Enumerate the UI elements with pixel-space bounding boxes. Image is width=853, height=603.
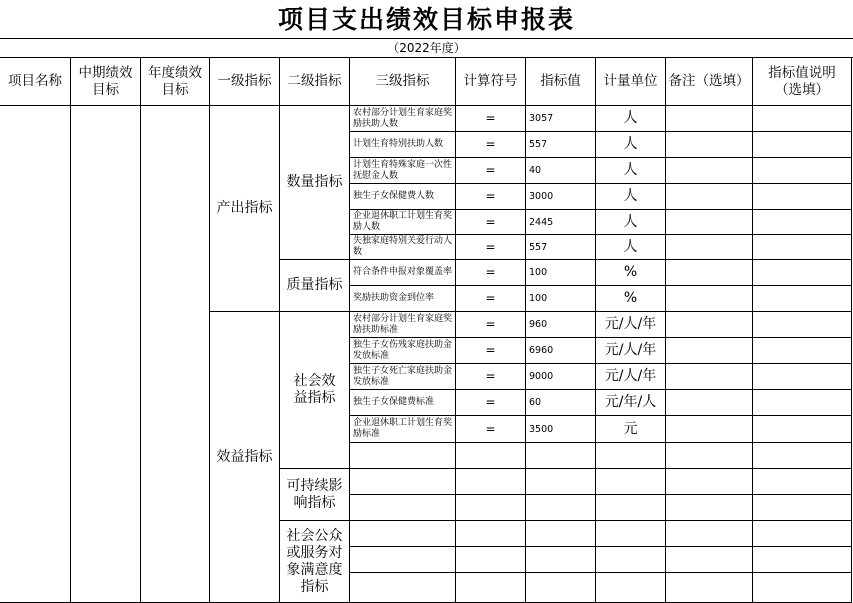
header-project-name: 项目名称 xyxy=(0,58,71,106)
empty-cell xyxy=(350,547,456,573)
row-description xyxy=(753,235,852,260)
empty-cell xyxy=(666,495,753,521)
empty-cell xyxy=(456,547,526,573)
row-symbol: = xyxy=(456,210,526,235)
row-indicator-name: 独生子女死亡家庭扶助金发放标准 xyxy=(350,364,456,390)
level2-quantity: 数量指标 xyxy=(280,106,350,260)
project-name-cell xyxy=(0,106,71,603)
empty-cell xyxy=(526,547,596,573)
row-value: 960 xyxy=(526,312,596,338)
row-value: 557 xyxy=(526,235,596,260)
header-level2: 二级指标 xyxy=(280,58,350,106)
header-annual-goal: 年度绩效目标 xyxy=(141,58,210,106)
empty-cell xyxy=(526,469,596,495)
empty-cell xyxy=(456,443,526,469)
row-description xyxy=(753,184,852,210)
empty-cell xyxy=(596,443,666,469)
row-unit: 人 xyxy=(596,235,666,260)
row-value: 100 xyxy=(526,286,596,312)
empty-cell xyxy=(666,573,753,603)
row-unit: 人 xyxy=(596,106,666,132)
row-indicator-name: 独生子女保健费标准 xyxy=(350,390,456,416)
row-value: 60 xyxy=(526,390,596,416)
row-indicator-name: 独生子女伤残家庭扶助金发放标准 xyxy=(350,338,456,364)
year-label: （2022年度） xyxy=(0,39,853,58)
empty-cell xyxy=(596,495,666,521)
row-indicator-name: 企业退休职工计划生育奖励标准 xyxy=(350,416,456,443)
row-indicator-name: 计划生育特殊家庭一次性抚慰金人数 xyxy=(350,158,456,184)
row-indicator-name: 计划生育特别扶助人数 xyxy=(350,132,456,158)
empty-cell xyxy=(350,521,456,547)
header-description: 指标值说明（选填） xyxy=(753,58,852,106)
row-value: 6960 xyxy=(526,338,596,364)
row-indicator-name: 独生子女保健费人数 xyxy=(350,184,456,210)
row-unit: 元/人/年 xyxy=(596,364,666,390)
level2-social: 社会效益指标 xyxy=(280,312,350,469)
header-level1: 一级指标 xyxy=(210,58,280,106)
empty-cell xyxy=(753,443,852,469)
midterm-goal-cell xyxy=(71,106,141,603)
header-remark: 备注（选填） xyxy=(666,58,753,106)
row-description xyxy=(753,416,852,443)
row-remark xyxy=(666,260,753,286)
row-indicator-name: 农村部分计划生育家庭奖励扶助标准 xyxy=(350,312,456,338)
row-unit: 人 xyxy=(596,158,666,184)
empty-cell xyxy=(753,547,852,573)
row-symbol: = xyxy=(456,235,526,260)
row-description xyxy=(753,260,852,286)
empty-cell xyxy=(350,495,456,521)
level2-satisfaction: 社会公众或服务对象满意度指标 xyxy=(280,521,350,603)
row-remark xyxy=(666,390,753,416)
row-value: 3500 xyxy=(526,416,596,443)
page-title: 项目支出绩效目标申报表 xyxy=(0,0,853,39)
row-remark xyxy=(666,184,753,210)
empty-cell xyxy=(350,573,456,603)
row-remark xyxy=(666,132,753,158)
empty-cell xyxy=(456,469,526,495)
row-remark xyxy=(666,106,753,132)
row-unit: 人 xyxy=(596,184,666,210)
row-description xyxy=(753,210,852,235)
row-symbol: = xyxy=(456,106,526,132)
empty-cell xyxy=(596,521,666,547)
level1-output: 产出指标 xyxy=(210,106,280,312)
row-symbol: = xyxy=(456,132,526,158)
empty-cell xyxy=(753,495,852,521)
row-unit: 人 xyxy=(596,210,666,235)
row-value: 3057 xyxy=(526,106,596,132)
empty-cell xyxy=(666,521,753,547)
row-symbol: = xyxy=(456,260,526,286)
empty-cell xyxy=(753,469,852,495)
level1-benefit: 效益指标 xyxy=(210,312,280,603)
row-unit: % xyxy=(596,260,666,286)
row-value: 40 xyxy=(526,158,596,184)
row-description xyxy=(753,338,852,364)
row-unit: 元/人/年 xyxy=(596,312,666,338)
empty-cell xyxy=(666,547,753,573)
row-description xyxy=(753,312,852,338)
annual-goal-cell xyxy=(141,106,210,603)
empty-cell xyxy=(456,495,526,521)
row-value: 2445 xyxy=(526,210,596,235)
row-symbol: = xyxy=(456,158,526,184)
row-unit: 元/人/年 xyxy=(596,338,666,364)
row-symbol: = xyxy=(456,364,526,390)
level2-sustainable: 可持续影响指标 xyxy=(280,469,350,521)
empty-cell xyxy=(526,521,596,547)
row-indicator-name: 奖励扶助资金到位率 xyxy=(350,286,456,312)
row-value: 3000 xyxy=(526,184,596,210)
row-symbol: = xyxy=(456,338,526,364)
row-remark xyxy=(666,312,753,338)
row-remark xyxy=(666,235,753,260)
row-remark xyxy=(666,286,753,312)
row-value: 100 xyxy=(526,260,596,286)
row-unit: % xyxy=(596,286,666,312)
header-unit: 计量单位 xyxy=(596,58,666,106)
row-symbol: = xyxy=(456,286,526,312)
empty-cell xyxy=(526,573,596,603)
row-symbol: = xyxy=(456,312,526,338)
row-remark xyxy=(666,158,753,184)
row-unit: 元/年/人 xyxy=(596,390,666,416)
empty-cell xyxy=(666,443,753,469)
row-indicator-name: 企业退休职工计划生育奖励人数 xyxy=(350,210,456,235)
level2-quality: 质量指标 xyxy=(280,260,350,312)
empty-cell xyxy=(350,443,456,469)
empty-cell xyxy=(596,573,666,603)
row-description xyxy=(753,106,852,132)
row-unit: 元 xyxy=(596,416,666,443)
row-value: 557 xyxy=(526,132,596,158)
row-description xyxy=(753,132,852,158)
row-remark xyxy=(666,210,753,235)
row-symbol: = xyxy=(456,184,526,210)
row-remark xyxy=(666,416,753,443)
row-description xyxy=(753,286,852,312)
empty-cell xyxy=(753,573,852,603)
empty-cell xyxy=(666,469,753,495)
empty-cell xyxy=(526,495,596,521)
empty-cell xyxy=(596,547,666,573)
empty-cell xyxy=(753,521,852,547)
row-remark xyxy=(666,364,753,390)
row-description xyxy=(753,390,852,416)
performance-table xyxy=(0,58,853,603)
header-level3: 三级指标 xyxy=(350,58,456,106)
empty-cell xyxy=(350,469,456,495)
header-value: 指标值 xyxy=(526,58,596,106)
empty-cell xyxy=(596,469,666,495)
row-description xyxy=(753,364,852,390)
header-midterm-goal: 中期绩效目标 xyxy=(71,58,141,106)
row-description xyxy=(753,158,852,184)
row-indicator-name: 农村部分计划生育家庭奖励扶助人数 xyxy=(350,106,456,132)
row-unit: 人 xyxy=(596,132,666,158)
row-remark xyxy=(666,338,753,364)
row-symbol: = xyxy=(456,390,526,416)
empty-cell xyxy=(456,573,526,603)
row-indicator-name: 失独家庭特别关爱行动人数 xyxy=(350,235,456,260)
empty-cell xyxy=(526,443,596,469)
row-symbol: = xyxy=(456,416,526,443)
row-indicator-name: 符合条件申报对象覆盖率 xyxy=(350,260,456,286)
header-symbol: 计算符号 xyxy=(456,58,526,106)
empty-cell xyxy=(456,521,526,547)
row-value: 9000 xyxy=(526,364,596,390)
